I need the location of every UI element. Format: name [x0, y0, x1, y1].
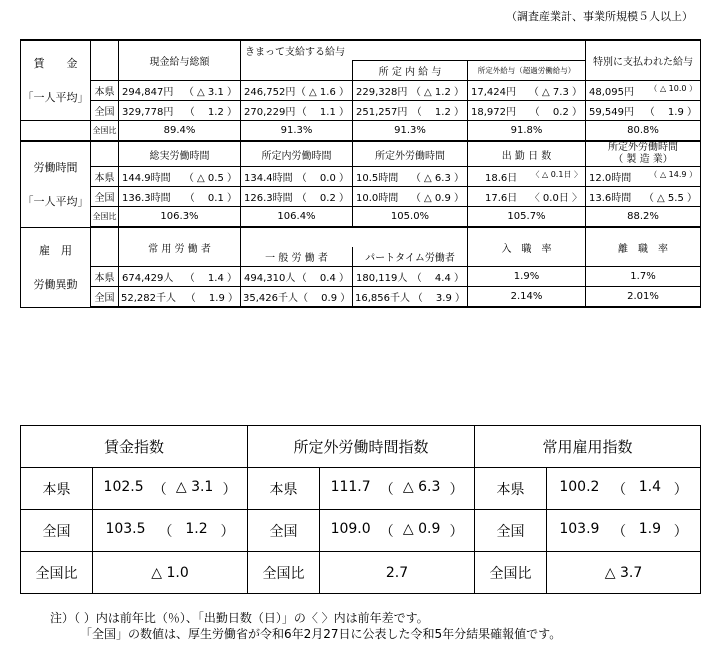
row-label: 本県	[91, 81, 119, 101]
index-row-national: 全国 103.5 （ 1.2 ） 全国 109.0 （ △ 0.9 ） 全国 103.9 （ 1.9 ）	[21, 510, 701, 552]
hours-row-national: 全国 136.3時間 （ 0.1 ） 126.3時間 （ 0.2 ） 10.0時間 （ △ 0.9 ） 17.6日 〈 0.0日 〉 13.6時間 （ △ 5.5 ）	[21, 187, 701, 207]
header-wage-index: 賃金指数	[21, 426, 248, 468]
footnote-2: 「全国」の数値は、厚生労働省が令和6年2月27日に公表した令和5年分結果確報値です。	[80, 627, 562, 641]
header-exit-rate: 離 職 率	[586, 227, 701, 267]
employ-header-row	[21, 227, 701, 247]
row-label: 全国	[91, 101, 119, 121]
header-total-hours: 総実労働時間	[119, 141, 241, 167]
header-overtime-hours: 所定外労働時間	[353, 141, 468, 167]
header-scheduled-hours: 所定内労働時間	[241, 141, 353, 167]
footnotes	[50, 610, 561, 642]
header-employment-index: 常用雇用指数	[475, 426, 701, 468]
header-part-time-workers: パートタイム労働者	[353, 247, 468, 267]
wage-ratio-row: 全国比 89.4% 91.3% 91.3% 91.8% 80.8%	[21, 121, 701, 142]
employ-section-label: 雇 用 労働異動	[21, 227, 91, 307]
index-header-row	[21, 426, 701, 468]
index-row-prefecture: 本県 102.5 （ △ 3.1 ） 本県 111.7 （ △ 6.3 ） 本県 100.2 （ 1.4 ）	[21, 468, 701, 510]
header-general-workers: 一 般 労 働 者	[241, 247, 353, 267]
header-scheduled-wage: 所 定 内 給 与	[353, 61, 468, 81]
survey-scope-note: （調査産業計、事業所規模５人以上）	[506, 10, 693, 23]
hours-header-row	[21, 141, 701, 167]
header-special-wage: 特別に支払われた給与	[586, 40, 701, 81]
header-overtime-index: 所定外労働時間指数	[248, 426, 475, 468]
wage-row-national: 全国 329,778円 （ 1.2 ） 270,229円 （ 1.1 ） 251,257円 （ 1.2 ） 18,972円 （ 0.2 ） 59,549円 （ 1.9 ）	[21, 101, 701, 121]
index-table	[20, 425, 701, 594]
hours-section-label: 労働時間 「一人平均」	[21, 141, 91, 227]
footnote-1: 注）（ ）内は前年比（％）、「出勤日数（日）」の〈 〉内は前年差です。	[50, 611, 429, 625]
header-entry-rate: 入 職 率	[468, 227, 586, 267]
wage-section-label: 賃 金 「一人平均」	[21, 40, 91, 121]
header-work-days: 出 勤 日 数	[468, 141, 586, 167]
employ-row-national: 全国 52,282千人 （ 1.9 ） 35,426千人 （ 0.9 ） 16,856千人 （ 3.9 ） 2.14% 2.01%	[21, 287, 701, 308]
header-mfg-overtime: 所定外労働時間 （ 製 造 業）	[586, 141, 701, 167]
hours-ratio-row: 全国比 106.3% 106.4% 105.0% 105.7% 88.2%	[21, 207, 701, 228]
wage-header-row	[21, 40, 701, 61]
hours-row-prefecture: 本県 144.9時間 （ △ 0.5 ） 134.4時間 （ 0.0 ） 10.5時間 （ △ 6.3 ） 18.6日 〈 △ 0.1日 〉 12.0時間 （ △ 14.9 ）	[21, 167, 701, 187]
wage-row-prefecture: 本県 294,847円 （ △ 3.1 ） 246,752円 （ △ 1.6 ） 229,328円 （ △ 1.2 ） 17,424円 （ △ 7.3 ） 48,095円 （ △ 10.0 ）	[21, 81, 701, 101]
index-ratio-row: 全国比 △ 1.0 全国比 2.7 全国比 △ 3.7	[21, 552, 701, 594]
header-regular-workers: 常 用 労 働 者	[119, 227, 241, 267]
summary-table	[20, 39, 701, 308]
employ-row-prefecture: 本県 674,429人 （ 1.4 ） 494,310人 （ 0.4 ） 180,119人 （ 4.4 ） 1.9% 1.7%	[21, 267, 701, 287]
header-overtime-wage: 所定外給与（超過労働給与）	[468, 61, 586, 81]
header-total-wage: 現金給与総額	[119, 40, 241, 81]
header-regular-wage: きまって支給する給与	[241, 40, 586, 61]
